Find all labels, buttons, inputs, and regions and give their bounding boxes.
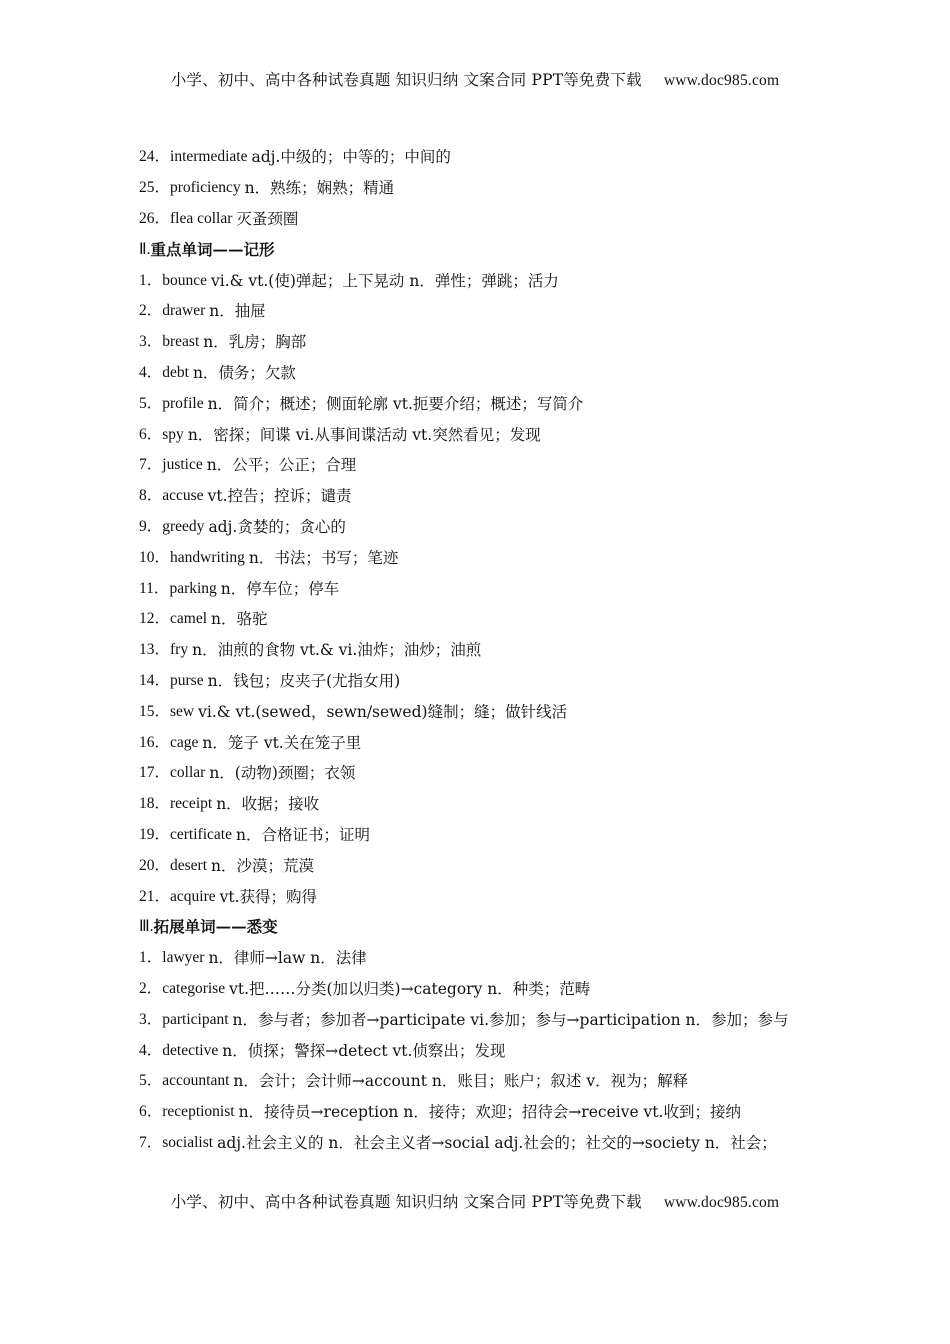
list-item: [139, 758, 839, 789]
list-item: [139, 820, 839, 851]
item-word: justice: [162, 456, 203, 474]
item-number: 5．: [139, 394, 163, 412]
item-word: desert: [170, 856, 208, 874]
item-number: 4．: [139, 363, 163, 381]
item-definition: vt.获得；购得: [219, 887, 318, 906]
item-number: 13．: [139, 641, 171, 659]
item-number: 2．: [139, 979, 163, 997]
item-word: profile: [162, 394, 204, 412]
page-header: [0, 68, 950, 90]
item-definition: vi.& vt.(使)弹起；上下晃动 n．弹性；弹跳；活力: [211, 271, 559, 290]
item-word: spy: [162, 425, 184, 443]
item-definition: n．油煎的食物 vt.& vi.油炸；油炒；油煎: [192, 641, 482, 660]
item-number: 18．: [139, 795, 171, 813]
section-title: 重点单词——记形: [150, 239, 275, 259]
section-number: Ⅲ.: [139, 918, 154, 936]
item-definition: n．沙漠；荒漠: [211, 856, 315, 875]
item-word: sew: [170, 702, 195, 720]
item-word: cage: [170, 733, 199, 751]
list-item: [139, 265, 839, 296]
list-item: [139, 850, 839, 881]
list-item: [139, 142, 839, 173]
item-number: 20．: [139, 856, 171, 874]
item-number: 14．: [139, 671, 171, 689]
list-item: [139, 881, 839, 912]
item-word: parking: [169, 579, 217, 597]
list-item: [139, 604, 839, 635]
item-definition: n．侦探；警探→detect vt.侦察出；发现: [222, 1041, 506, 1060]
section-number: Ⅱ.: [139, 240, 151, 258]
list-item: [139, 512, 839, 543]
item-word: breast: [162, 333, 200, 351]
list-item: [139, 727, 839, 758]
item-number: 1．: [139, 949, 163, 967]
item-word: intermediate: [170, 148, 248, 166]
list-item: [139, 1128, 839, 1159]
item-word: acquire: [170, 887, 216, 905]
item-number: 17．: [139, 764, 171, 782]
list-item: [139, 943, 839, 974]
item-number: 10．: [139, 548, 171, 566]
item-definition: n．收据；接收: [216, 795, 320, 814]
list-item: [139, 666, 839, 697]
section-heading-extended-words: [139, 912, 839, 943]
item-definition: adj.中级的；中等的；中间的: [251, 148, 451, 167]
list-item: [139, 327, 839, 358]
item-definition: n．抽屉: [209, 302, 266, 321]
page-footer: [0, 1190, 950, 1212]
item-definition: 灭蚤颈圈: [236, 209, 299, 228]
list-item: [139, 450, 839, 481]
list-item: [139, 388, 839, 419]
item-word: camel: [170, 610, 208, 628]
item-definition: n．简介；概述；侧面轮廓 vt.扼要介绍；概述；写简介: [207, 394, 584, 413]
list-item: [139, 1035, 839, 1066]
item-word: socialist: [162, 1133, 214, 1151]
list-item: [139, 173, 839, 204]
vocabulary-content: [139, 142, 839, 1158]
item-word: participant: [162, 1010, 229, 1028]
item-word: lawyer: [162, 949, 205, 967]
item-word: handwriting: [170, 548, 245, 566]
list-item: [139, 635, 839, 666]
item-word: accountant: [162, 1072, 230, 1090]
item-definition: n．乳房；胸部: [203, 333, 307, 352]
list-item: [139, 296, 839, 327]
item-number: 15．: [139, 702, 171, 720]
list-item: [139, 1066, 839, 1097]
header-site: www.doc985.com: [663, 72, 780, 89]
section-heading-key-words: [139, 234, 839, 265]
item-number: 2．: [139, 302, 163, 320]
list-item: [139, 696, 839, 727]
item-word: purse: [170, 671, 204, 689]
list-item: [139, 789, 839, 820]
item-definition: n．公平；公正；合理: [206, 456, 357, 475]
item-definition: n．接待员→reception n．接待；欢迎；招待会→receive vt.收到；接纳: [238, 1103, 741, 1122]
item-word: greedy: [162, 517, 205, 535]
item-definition: vt.控告；控诉；谴责: [207, 487, 352, 506]
item-definition: vt.把……分类(加以归类)→category n．种类；范畴: [229, 979, 591, 998]
item-number: 7．: [139, 1133, 163, 1151]
item-definition: n．会计；会计师→account n．账目；账户；叙述 v．视为；解释: [233, 1072, 689, 1091]
list-item: [139, 204, 839, 235]
item-number: 7．: [139, 456, 163, 474]
list-item: [139, 1097, 839, 1128]
item-word: categorise: [162, 979, 226, 997]
item-number: 5．: [139, 1072, 163, 1090]
item-definition: n．债务；欠款: [192, 363, 296, 382]
item-word: receipt: [170, 795, 213, 813]
item-number: 3．: [139, 333, 163, 351]
item-definition: n．律师→law n．法律: [208, 949, 367, 968]
item-word: debt: [162, 363, 189, 381]
list-item: [139, 1004, 839, 1035]
item-definition: n．钱包；皮夹子(尤指女用): [207, 671, 401, 690]
list-item: [139, 542, 839, 573]
item-word: detective: [162, 1041, 219, 1059]
item-number: 25．: [139, 179, 171, 197]
item-number: 4．: [139, 1041, 163, 1059]
item-number: 6．: [139, 1103, 163, 1121]
item-definition: vi.& vt.(sewed，sewn/sewed)缝制；缝；做针线活: [198, 702, 568, 721]
list-item: [139, 974, 839, 1005]
item-definition: adj.社会主义的 n．社会主义者→social adj.社会的；社交的→society n．社会；: [217, 1133, 777, 1152]
item-number: 19．: [139, 825, 171, 843]
item-definition: n．骆驼: [211, 610, 268, 629]
header-text: 小学、初中、高中各种试卷真题 知识归纳 文案合同 PPT等免费下载: [170, 71, 642, 89]
item-number: 24．: [139, 148, 171, 166]
item-definition: n．密探；间谍 vi.从事间谍活动 vt.突然看见；发现: [187, 425, 541, 444]
item-word: collar: [170, 764, 206, 782]
item-word: accuse: [162, 487, 204, 505]
item-definition: adj.贪婪的；贪心的: [208, 517, 346, 536]
list-item: [139, 358, 839, 389]
list-item: [139, 481, 839, 512]
list-item: [139, 419, 839, 450]
item-number: 11．: [139, 579, 170, 597]
list-item: [139, 573, 839, 604]
item-number: 9．: [139, 517, 163, 535]
item-word: drawer: [162, 302, 206, 320]
item-definition: n．熟练；娴熟；精通: [244, 179, 395, 198]
item-number: 12．: [139, 610, 171, 628]
item-definition: n．停车位；停车: [220, 579, 340, 598]
item-definition: n．书法；书写；笔迹: [248, 548, 399, 567]
item-word: bounce: [162, 271, 208, 289]
item-number: 1．: [139, 271, 163, 289]
item-word: fry: [170, 641, 189, 659]
item-number: 16．: [139, 733, 171, 751]
footer-site: www.doc985.com: [663, 1194, 780, 1211]
item-number: 21．: [139, 887, 171, 905]
item-word: receptionist: [162, 1103, 235, 1121]
item-definition: n．合格证书；证明: [235, 825, 370, 844]
item-number: 26．: [139, 209, 171, 227]
item-number: 8．: [139, 487, 163, 505]
item-number: 6．: [139, 425, 163, 443]
item-definition: n．笼子 vt.关在笼子里: [202, 733, 362, 752]
item-definition: n．参与者；参加者→participate vi.参加；参与→participation n．参加；参与: [232, 1010, 789, 1029]
item-word: certificate: [170, 825, 232, 843]
section-title: 拓展单词——悉变: [153, 917, 278, 937]
item-word: flea collar: [170, 209, 233, 227]
item-word: proficiency: [170, 179, 241, 197]
footer-text: 小学、初中、高中各种试卷真题 知识归纳 文案合同 PPT等免费下载: [170, 1193, 642, 1211]
item-definition: n．(动物)颈圈；衣领: [209, 764, 356, 783]
item-number: 3．: [139, 1010, 163, 1028]
